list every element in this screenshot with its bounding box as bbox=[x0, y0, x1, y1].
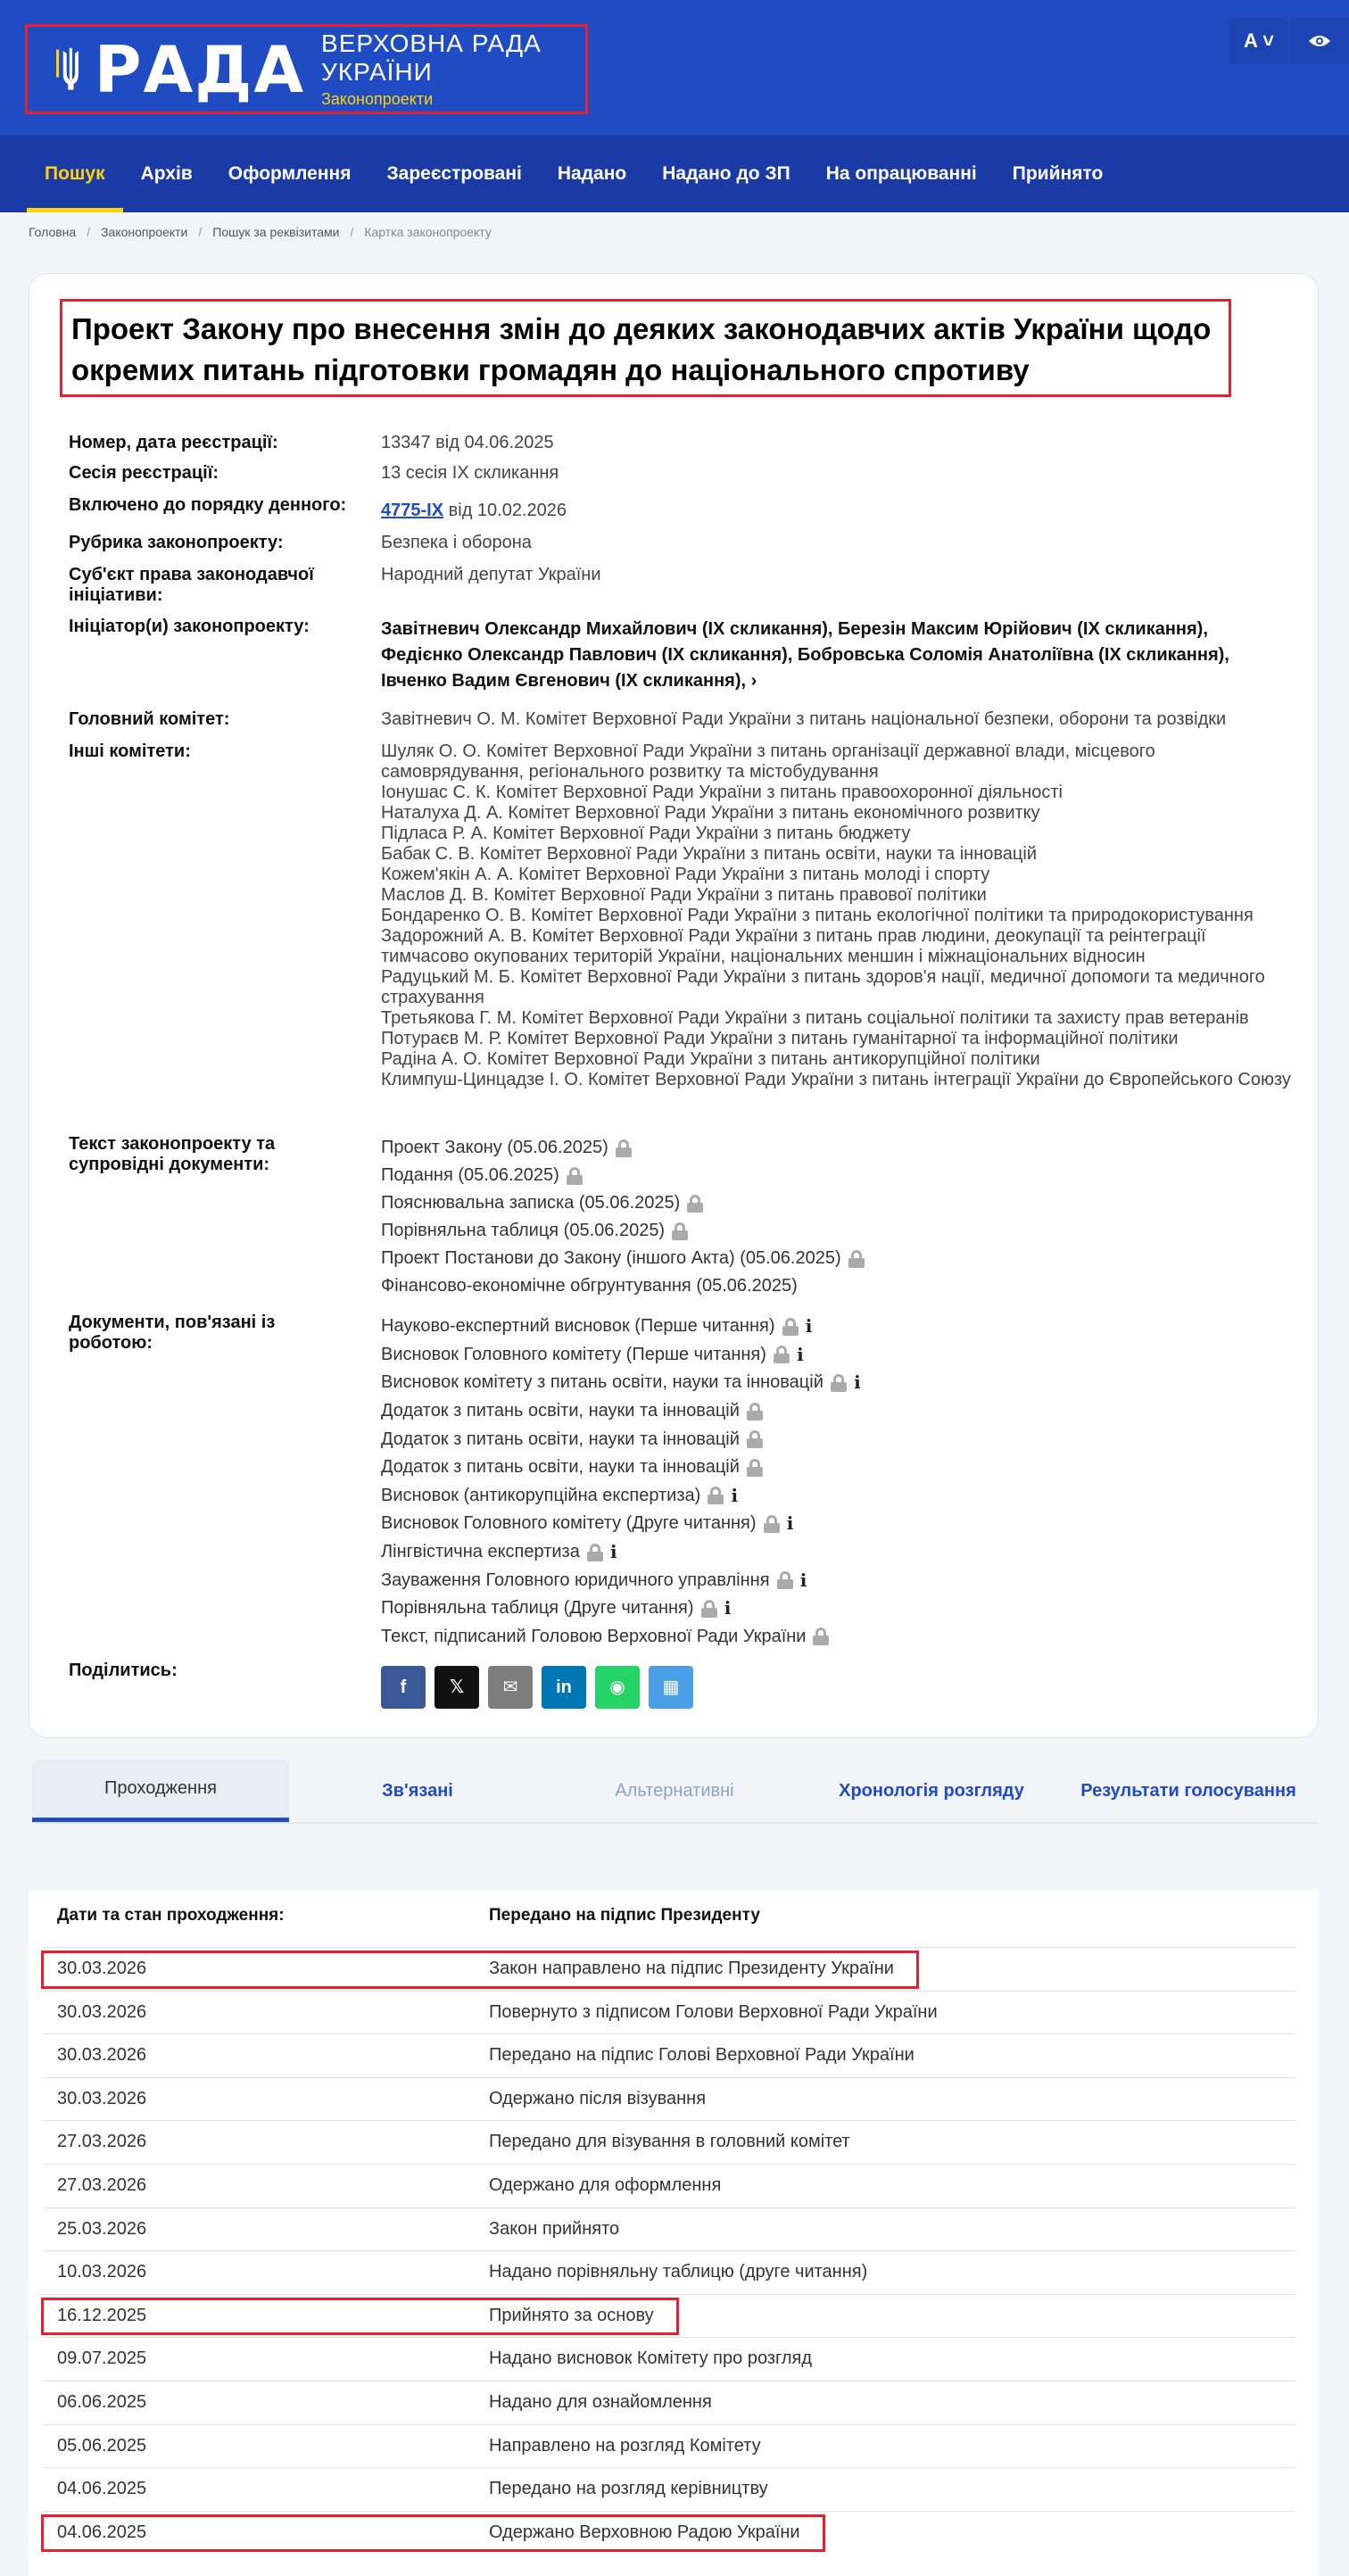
info-icon[interactable]: i bbox=[731, 1484, 739, 1506]
progress-date: 10.03.2026 bbox=[57, 2262, 147, 2282]
share-qr-button[interactable]: ▦ bbox=[649, 1666, 693, 1709]
progress-row bbox=[43, 2337, 1295, 2381]
nav-processing[interactable]: Оформлення bbox=[228, 163, 352, 184]
progress-status: Одержано Верховною Радою України bbox=[489, 2522, 800, 2542]
accessibility-button[interactable] bbox=[1290, 18, 1349, 64]
rubric-row bbox=[69, 533, 1291, 553]
docs-row bbox=[69, 1313, 1291, 1651]
highlight-box bbox=[41, 1951, 919, 1989]
progress-status: Передано на розгляд керівництву bbox=[489, 2479, 768, 2499]
lock-icon bbox=[672, 1222, 688, 1240]
main-nav bbox=[0, 136, 1349, 212]
session-label: Сесія реєстрації: bbox=[69, 463, 219, 483]
other-committees-list bbox=[381, 741, 1291, 1090]
progress-date: 27.03.2026 bbox=[57, 2132, 147, 2152]
lock-icon bbox=[774, 1346, 790, 1363]
bill-card bbox=[29, 273, 1319, 1738]
progress-status: Направлено на розгляд Комітету bbox=[489, 2435, 761, 2456]
progress-row bbox=[43, 2164, 1295, 2207]
progress-date: 05.06.2025 bbox=[57, 2435, 147, 2456]
highlight-box bbox=[41, 2298, 679, 2336]
document-name[interactable]: Фінансово-економічне обгрунтування (05.06.2025) bbox=[381, 1276, 798, 1296]
committee-item: Маслов Д. В. Комітет Верховної Ради України з питань правової політики bbox=[381, 885, 987, 905]
progress-row bbox=[43, 2250, 1295, 2294]
reg-label: Номер, дата реєстрації: bbox=[69, 433, 278, 452]
other-committees-row bbox=[69, 741, 1291, 1090]
document-item[interactable] bbox=[381, 1369, 1291, 1397]
share-x-button[interactable]: 𝕏 bbox=[434, 1666, 479, 1709]
progress-row bbox=[43, 2381, 1295, 2424]
document-item[interactable] bbox=[381, 1341, 1291, 1370]
site-header bbox=[0, 0, 1349, 136]
progress-date: 25.03.2026 bbox=[57, 2218, 147, 2239]
breadcrumb-home[interactable]: Головна bbox=[29, 225, 77, 239]
progress-date: 04.06.2025 bbox=[57, 2522, 147, 2542]
document-item[interactable] bbox=[381, 1538, 1291, 1567]
document-name[interactable]: Висновок комітету з питань освіти, науки та інновацій bbox=[381, 1372, 823, 1393]
nav-archive[interactable]: Архів bbox=[140, 163, 193, 184]
document-name[interactable]: Висновок (антикорупційна експертиза) bbox=[381, 1485, 701, 1505]
docs-list bbox=[381, 1313, 1291, 1651]
progress-date: 30.03.2026 bbox=[57, 2045, 147, 2066]
tab-related[interactable]: Зв'язані bbox=[382, 1780, 453, 1801]
document-item[interactable] bbox=[381, 1134, 1291, 1162]
docs-label: Документи, пов'язані із роботою: bbox=[69, 1313, 276, 1353]
trident-icon bbox=[56, 42, 86, 97]
progress-date: 09.07.2025 bbox=[57, 2348, 147, 2369]
progress-date: 16.12.2025 bbox=[57, 2305, 147, 2325]
main-committee-value: Завітневич О. М. Комітет Верховної Ради України з питань національної безпеки, оборони та розвідки bbox=[381, 709, 1227, 729]
highlight-box bbox=[41, 2514, 825, 2553]
document-name[interactable]: Порівняльна таблиця (Друге читання) bbox=[381, 1598, 694, 1619]
texts-label: Текст законопроекту та супровідні документи: bbox=[69, 1134, 276, 1174]
initiators-row bbox=[69, 617, 1291, 694]
progress-status: Надано висновок Комітету про розгляд bbox=[489, 2348, 813, 2369]
progress-date: 06.06.2025 bbox=[57, 2392, 147, 2412]
breadcrumb-search[interactable]: Пошук за реквізитами bbox=[212, 225, 340, 239]
logo-title: ВЕРХОВНА РАДА УКРАЇНИ bbox=[321, 29, 542, 86]
committee-item: Климпуш-Цинцадзе І. О. Комітет Верховної Ради України з питань інтеграції України до Європейського Союзу bbox=[381, 1070, 1291, 1089]
progress-status: Передано для візування в головний комітет bbox=[489, 2132, 850, 2152]
lock-icon bbox=[747, 1430, 763, 1448]
main-committee-row bbox=[69, 709, 1291, 730]
rubric-value: Безпека і оборона bbox=[381, 533, 532, 552]
committee-item: Наталуха Д. А. Комітет Верховної Ради України з питань економічного розвитку bbox=[381, 803, 1040, 823]
progress-row bbox=[43, 2207, 1295, 2251]
logo-subtitle: Законопроекти bbox=[321, 90, 434, 108]
tab-alternative[interactable]: Альтернативні bbox=[615, 1780, 734, 1801]
lock-icon bbox=[782, 1318, 799, 1336]
tab-progress[interactable]: Проходження bbox=[32, 1760, 289, 1822]
document-item[interactable] bbox=[381, 1189, 1291, 1217]
document-name[interactable]: Порівняльна таблиця (05.06.2025) bbox=[381, 1221, 666, 1240]
progress-row bbox=[43, 2424, 1295, 2468]
texts-list bbox=[381, 1134, 1291, 1300]
document-item[interactable] bbox=[381, 1510, 1291, 1538]
lock-icon bbox=[813, 1628, 829, 1645]
initiators-label: Ініціатор(и) законопроекту: bbox=[69, 617, 310, 636]
progress-status: Закон прийнято bbox=[489, 2218, 620, 2239]
document-item[interactable] bbox=[381, 1272, 1291, 1300]
document-item[interactable] bbox=[381, 1425, 1291, 1454]
info-icon[interactable]: i bbox=[805, 1315, 813, 1338]
lock-icon bbox=[587, 1544, 603, 1561]
progress-status: Надано для ознайомлення bbox=[489, 2392, 712, 2412]
document-name[interactable]: Зауваження Головного юридичного управління bbox=[381, 1570, 770, 1590]
committee-item: Підласа Р. А. Комітет Верховної Ради України з питань бюджету bbox=[381, 824, 911, 843]
info-icon[interactable]: i bbox=[610, 1541, 617, 1563]
progress-status: Повернуто з підписом Голови Верховної Ради України bbox=[489, 2001, 938, 2022]
subject-label: Суб'єкт права законодавчої ініціативи: bbox=[69, 565, 314, 605]
document-item[interactable] bbox=[381, 1482, 1291, 1511]
lock-icon bbox=[747, 1459, 763, 1477]
share-facebook-button[interactable]: f bbox=[381, 1666, 426, 1709]
document-item[interactable] bbox=[381, 1566, 1291, 1594]
lock-icon bbox=[831, 1374, 847, 1392]
progress-table bbox=[29, 1890, 1319, 2576]
document-item[interactable] bbox=[381, 1623, 1291, 1652]
lock-icon bbox=[747, 1403, 763, 1421]
document-item[interactable] bbox=[381, 1594, 1291, 1623]
document-item[interactable] bbox=[381, 1162, 1291, 1189]
progress-row bbox=[43, 1991, 1295, 2034]
lock-icon bbox=[701, 1600, 717, 1618]
share-linkedin-button[interactable]: in bbox=[542, 1666, 586, 1709]
main-committee-label: Головний комітет: bbox=[69, 709, 230, 729]
lock-icon bbox=[777, 1571, 793, 1589]
tab-chronology[interactable]: Хронологія розгляду bbox=[839, 1780, 1024, 1801]
document-name[interactable]: Додаток з питань освіти, науки та інновацій bbox=[381, 1457, 740, 1478]
initiators-value[interactable]: Завітневич Олександр Михайлович (IX скликання), Березін Максим Юрійович (IX скликання), Федієнко Олександр Павлович (IX скликання), Бобровська Соломія Анатоліївна (IX скликання), Івченко Вадим Євгенович (IX скликання), › bbox=[381, 619, 1229, 691]
lock-icon bbox=[848, 1250, 865, 1268]
committee-item: Третьякова Г. М. Комітет Верховної Ради України з питань соціальної політики та захисту прав ветеранів bbox=[381, 1008, 1249, 1028]
document-name[interactable]: Науково-експертний висновок (Перше читання) bbox=[381, 1316, 775, 1337]
site-logo[interactable] bbox=[25, 24, 588, 114]
committee-item: Бондаренко О. В. Комітет Верховної Ради України з питань екологічної політики та природокористування bbox=[381, 906, 1254, 925]
progress-row bbox=[43, 2033, 1295, 2077]
info-icon[interactable]: i bbox=[799, 1569, 807, 1591]
document-name[interactable]: Проект Постанови до Закону (іншого Акта) (05.06.2025) bbox=[381, 1248, 841, 1268]
share-buttons bbox=[381, 1666, 702, 1709]
progress-row bbox=[43, 2077, 1295, 2121]
share-whatsapp-button[interactable]: ◉ bbox=[595, 1666, 640, 1709]
info-icon[interactable]: i bbox=[797, 1343, 804, 1365]
nav-search[interactable]: Пошук bbox=[27, 136, 123, 212]
committee-item: Потураєв М. Р. Комітет Верховної Ради України з питань гуманітарної та інформаційної політики bbox=[381, 1029, 1179, 1048]
committee-item: Радіна А. О. Комітет Верховної Ради України з питань антикорупційної політики bbox=[381, 1049, 1040, 1069]
subject-row bbox=[69, 565, 1291, 606]
reg-value: 13347 від 04.06.2025 bbox=[381, 433, 554, 452]
texts-row bbox=[69, 1134, 1291, 1300]
subject-value: Народний депутат України bbox=[381, 565, 601, 584]
lock-icon bbox=[708, 1487, 724, 1504]
document-name[interactable]: Висновок Головного комітету (Друге читання) bbox=[381, 1513, 757, 1534]
document-name[interactable]: Текст, підписаний Головою Верховної Ради України bbox=[381, 1626, 807, 1646]
committee-item: Шуляк О. О. Комітет Верховної Ради України з питань організації державної влади, місцевого самоврядування, регіонального розвитку та містобудування bbox=[381, 741, 1155, 782]
breadcrumb: Головна / Законопроекти / Пошук за реквізитами / Картка законопроекту bbox=[29, 225, 492, 239]
nav-submitted[interactable]: Надано bbox=[557, 163, 627, 184]
progress-date: 04.06.2025 bbox=[57, 2479, 147, 2499]
progress-row bbox=[43, 2120, 1295, 2164]
progress-status: Надано порівняльну таблицю (друге читання) bbox=[489, 2262, 868, 2282]
document-item[interactable] bbox=[381, 1397, 1291, 1426]
progress-row bbox=[43, 2467, 1295, 2511]
committee-item: Кожем'якін А. А. Комітет Верховної Ради України з питань молоді і спорту bbox=[381, 865, 990, 884]
nav-registered[interactable]: Зареєстровані bbox=[386, 163, 522, 184]
progress-date: 30.03.2026 bbox=[57, 2001, 147, 2022]
progress-status: Закон направлено на підпис Президенту України bbox=[489, 1959, 894, 1978]
document-item[interactable] bbox=[381, 1313, 1291, 1341]
lock-icon bbox=[764, 1515, 780, 1533]
tab-voting[interactable]: Результати голосування bbox=[1080, 1780, 1296, 1801]
progress-date: 30.03.2026 bbox=[57, 1959, 147, 1978]
progress-status: Передано на підпис Голові Верховної Ради України bbox=[489, 2045, 915, 2066]
document-name[interactable]: Подання (05.06.2025) bbox=[381, 1165, 559, 1185]
progress-status: Прийнято за основу bbox=[489, 2305, 654, 2325]
bill-title-box bbox=[60, 299, 1231, 397]
eye-icon bbox=[1308, 34, 1331, 48]
progress-col-dates: Дати та стан проходження: bbox=[57, 1906, 285, 1925]
progress-status: Одержано для оформлення bbox=[489, 2175, 722, 2195]
info-icon[interactable]: i bbox=[724, 1597, 732, 1619]
nav-adopted[interactable]: Прийнято bbox=[1012, 163, 1104, 184]
session-value: 13 сесія IX скликання bbox=[381, 463, 559, 483]
document-name[interactable]: Додаток з питань освіти, науки та інновацій bbox=[381, 1401, 740, 1421]
rubric-label: Рубрика законопроекту: bbox=[69, 533, 284, 552]
document-name[interactable]: Лінгвістична експертиза bbox=[381, 1542, 580, 1562]
logo-word: РАДА bbox=[94, 31, 306, 107]
progress-date: 27.03.2026 bbox=[57, 2175, 147, 2195]
agenda-label: Включено до порядку денного: bbox=[69, 495, 347, 515]
share-email-button[interactable]: ✉ bbox=[488, 1666, 533, 1709]
document-name[interactable]: Проект Закону (05.06.2025) bbox=[381, 1138, 608, 1157]
agenda-row bbox=[69, 495, 1291, 521]
other-committees-label: Інші комітети: bbox=[69, 741, 191, 761]
committee-item: Бабак С. В. Комітет Верховної Ради України з питань освіти, науки та інновацій bbox=[381, 844, 1037, 864]
bill-tabs bbox=[32, 1760, 1319, 1824]
document-name[interactable]: Додаток з питань освіти, науки та інновацій bbox=[381, 1429, 740, 1449]
lock-icon bbox=[567, 1167, 583, 1185]
breadcrumb-bills[interactable]: Законопроекти bbox=[101, 225, 188, 239]
document-item[interactable] bbox=[381, 1454, 1291, 1482]
agenda-link[interactable]: 4775-IX bbox=[381, 501, 444, 520]
document-item[interactable] bbox=[381, 1217, 1291, 1245]
font-size-button[interactable]: A ˅ bbox=[1229, 18, 1288, 64]
info-icon[interactable]: i bbox=[786, 1512, 794, 1535]
lock-icon bbox=[616, 1139, 632, 1157]
document-name[interactable]: Пояснювальна записка (05.06.2025) bbox=[381, 1193, 681, 1213]
document-name[interactable]: Висновок Головного комітету (Перше читання) bbox=[381, 1344, 766, 1364]
nav-in-work[interactable]: На опрацюванні bbox=[825, 163, 977, 184]
document-item[interactable] bbox=[381, 1245, 1291, 1272]
agenda-date: від 10.02.2026 bbox=[443, 501, 567, 520]
committee-item: Іонушас С. К. Комітет Верховної Ради України з питань правоохоронної діяльності bbox=[381, 783, 1063, 802]
session-row bbox=[69, 463, 1291, 484]
progress-col-status: Передано на підпис Президенту bbox=[489, 1906, 760, 1925]
share-label: Поділитись: bbox=[69, 1661, 178, 1680]
share-row bbox=[69, 1661, 702, 1709]
info-icon[interactable]: i bbox=[854, 1371, 861, 1394]
lock-icon bbox=[687, 1195, 703, 1213]
bill-title: Проект Закону про внесення змін до деяких законодавчих актів України щодо окремих питань підготовки громадян до національного спротиву bbox=[71, 312, 1212, 386]
progress-status: Одержано після візування bbox=[489, 2088, 707, 2108]
progress-date: 30.03.2026 bbox=[57, 2088, 147, 2108]
nav-submitted-zp[interactable]: Надано до ЗП bbox=[662, 163, 790, 184]
committee-item: Радуцький М. Б. Комітет Верховної Ради України з питань здоров'я нації, медичної допомоги та медичного страхування bbox=[381, 967, 1265, 1007]
breadcrumb-current: Картка законопроекту bbox=[364, 225, 492, 239]
reg-row bbox=[69, 433, 1291, 453]
committee-item: Задорожний А. В. Комітет Верховної Ради України з питань прав людини, деокупації та реінтеграції тимчасово окупованих територій України, національних меншин і міжнаціональних відносин bbox=[381, 926, 1206, 966]
